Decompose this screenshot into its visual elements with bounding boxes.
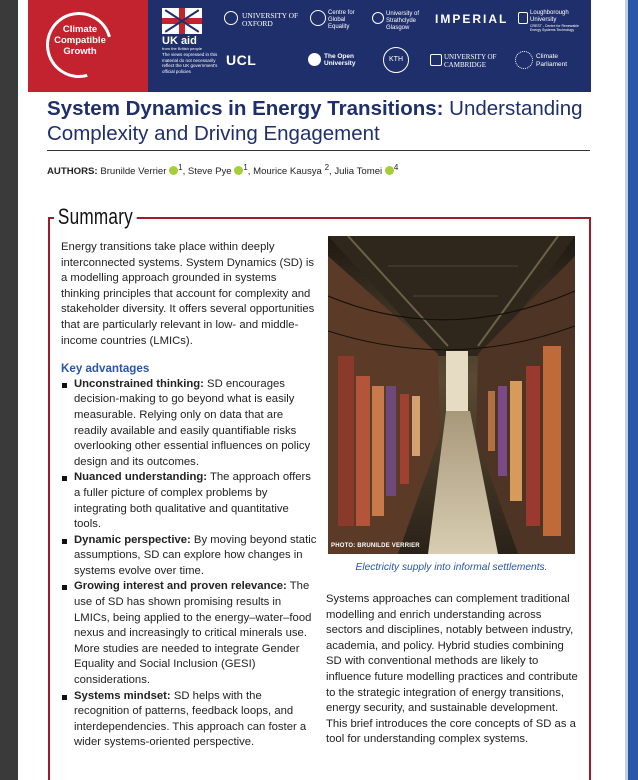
- summary-right-text: Systems approaches can complement traditional modelling and enrich understanding across sectors and disciplines, notably between industry, academia, and policy. Hybrid studies combining SD with conventional methods are likely to influence future modelling practices and contribute to the strategic integration of energy transitions, energy security, and sustainable development. This brief introduces the core concepts of SD as a tool for understanding complex systems.: [326, 593, 578, 746]
- centre-global-equality-icon: [310, 10, 326, 26]
- climate-parliament-logo: Climate Parliament: [536, 53, 568, 68]
- list-item: Growing interest and proven relevance: The use of SD has shown promising results in LMICs, being applied to the energy–water–food nexus and increasingly to critical minerals use. More studies are needed to integrate Gender Equality and Social Inclusion (GESI) considerations.: [61, 579, 317, 688]
- ukaid-logo: UK aid: [162, 35, 197, 47]
- ucl-logo: UCL: [226, 52, 257, 68]
- loughborough-crest-icon: [518, 12, 528, 24]
- imperial-logo: IMPERIAL: [435, 12, 509, 26]
- centre-global-equality-logo: Centre for Global Equality: [328, 10, 355, 30]
- cambridge-logo: UNIVERSITY OF CAMBRIDGE: [444, 53, 497, 69]
- alley-photo-illustration: [328, 236, 575, 554]
- cambridge-crest-icon: [430, 54, 442, 66]
- key-advantages-heading: Key advantages: [61, 362, 150, 376]
- list-item: Unconstrained thinking: SD encourages decision-making to go beyond what is easily measurable. Relying only on data that are readily available and easily quantifiable risks overlooking other essential influences on policy design and its outcomes.: [61, 377, 317, 471]
- open-university-logo: The Open University: [324, 53, 356, 67]
- photo-caption: Electricity supply into informal settlements.: [355, 562, 548, 573]
- summary-intro: Energy transitions take place within deeply interconnected systems. System Dynamics (SD) is a modelling approach grounded in systems thinking principles that account for complexity and stakeholder diversity. It offers several opportunities that are particularly relevant in low- and middle-income countries (LMICs).: [61, 241, 315, 347]
- author-name: Mourice Kausya: [253, 166, 322, 178]
- oxford-crest-icon: [224, 11, 238, 25]
- loughborough-subtitle: CREST - Centre for Renewable Energy Systems Technology: [530, 24, 579, 32]
- page-title: [47, 96, 607, 146]
- orcid-icon[interactable]: [385, 166, 394, 175]
- ccg-logo-text: Climate Compatible Growth: [54, 24, 106, 57]
- title-bold: System Dynamics in Energy Transitions:: [47, 97, 444, 120]
- informal-settlement-photo: [328, 236, 575, 554]
- ccg-logo: [28, 0, 148, 92]
- orcid-icon[interactable]: [234, 166, 243, 175]
- list-item: Dynamic perspective: By moving beyond static assumptions, SD can explore how changes in systems evolve over time.: [61, 533, 317, 580]
- summary-left-column: [61, 240, 317, 751]
- loughborough-logo: Loughborough University: [530, 10, 569, 23]
- title-rest: Understanding Complexity and Driving Engagement: [47, 97, 583, 145]
- author-name: Brunilde Verrier: [100, 166, 167, 178]
- list-item: Nuanced understanding: The approach offers a fuller picture of complex problems by integrating both qualitative and quantitative tools.: [61, 470, 317, 532]
- open-university-icon: [308, 53, 321, 66]
- ukaid-tagline: from the British people: [162, 46, 203, 51]
- oxford-logo: UNIVERSITY OF OXFORD: [242, 11, 299, 28]
- summary-heading: Summary: [54, 204, 137, 230]
- authors-label: AUTHORS:: [47, 166, 98, 178]
- list-item: Systems mindset: SD helps with the recognition of patterns, feedback loops, and interdependencies. This approach can foster a wider systems-oriented perspective.: [61, 689, 317, 751]
- strathclyde-logo: University of Strathclyde Glasgow: [386, 11, 420, 31]
- author-name: Steve Pye: [187, 166, 232, 178]
- photo-credit: PHOTO: BRUNILDE VERRIER: [331, 543, 420, 549]
- advantages-list: [61, 377, 317, 751]
- author-name: Julia Tomei: [334, 166, 383, 178]
- ukaid-disclaimer: The views expressed in this material do not necessarily reflect the UK government's official policies: [162, 52, 218, 74]
- kth-logo: KTH: [389, 56, 403, 63]
- climate-parliament-icon: [515, 51, 533, 69]
- orcid-icon[interactable]: [169, 166, 178, 175]
- strathclyde-crest-icon: [372, 12, 384, 24]
- title-divider: [47, 150, 590, 151]
- authors-line: AUTHORS: Brunilde Verrier $^1$, Steve Pye $^1$, Mourice Kausya $^2$, Julia Tomei $^4$: [47, 163, 399, 178]
- partner-logo-banner: [28, 0, 591, 92]
- page-edge-blue: [628, 0, 638, 780]
